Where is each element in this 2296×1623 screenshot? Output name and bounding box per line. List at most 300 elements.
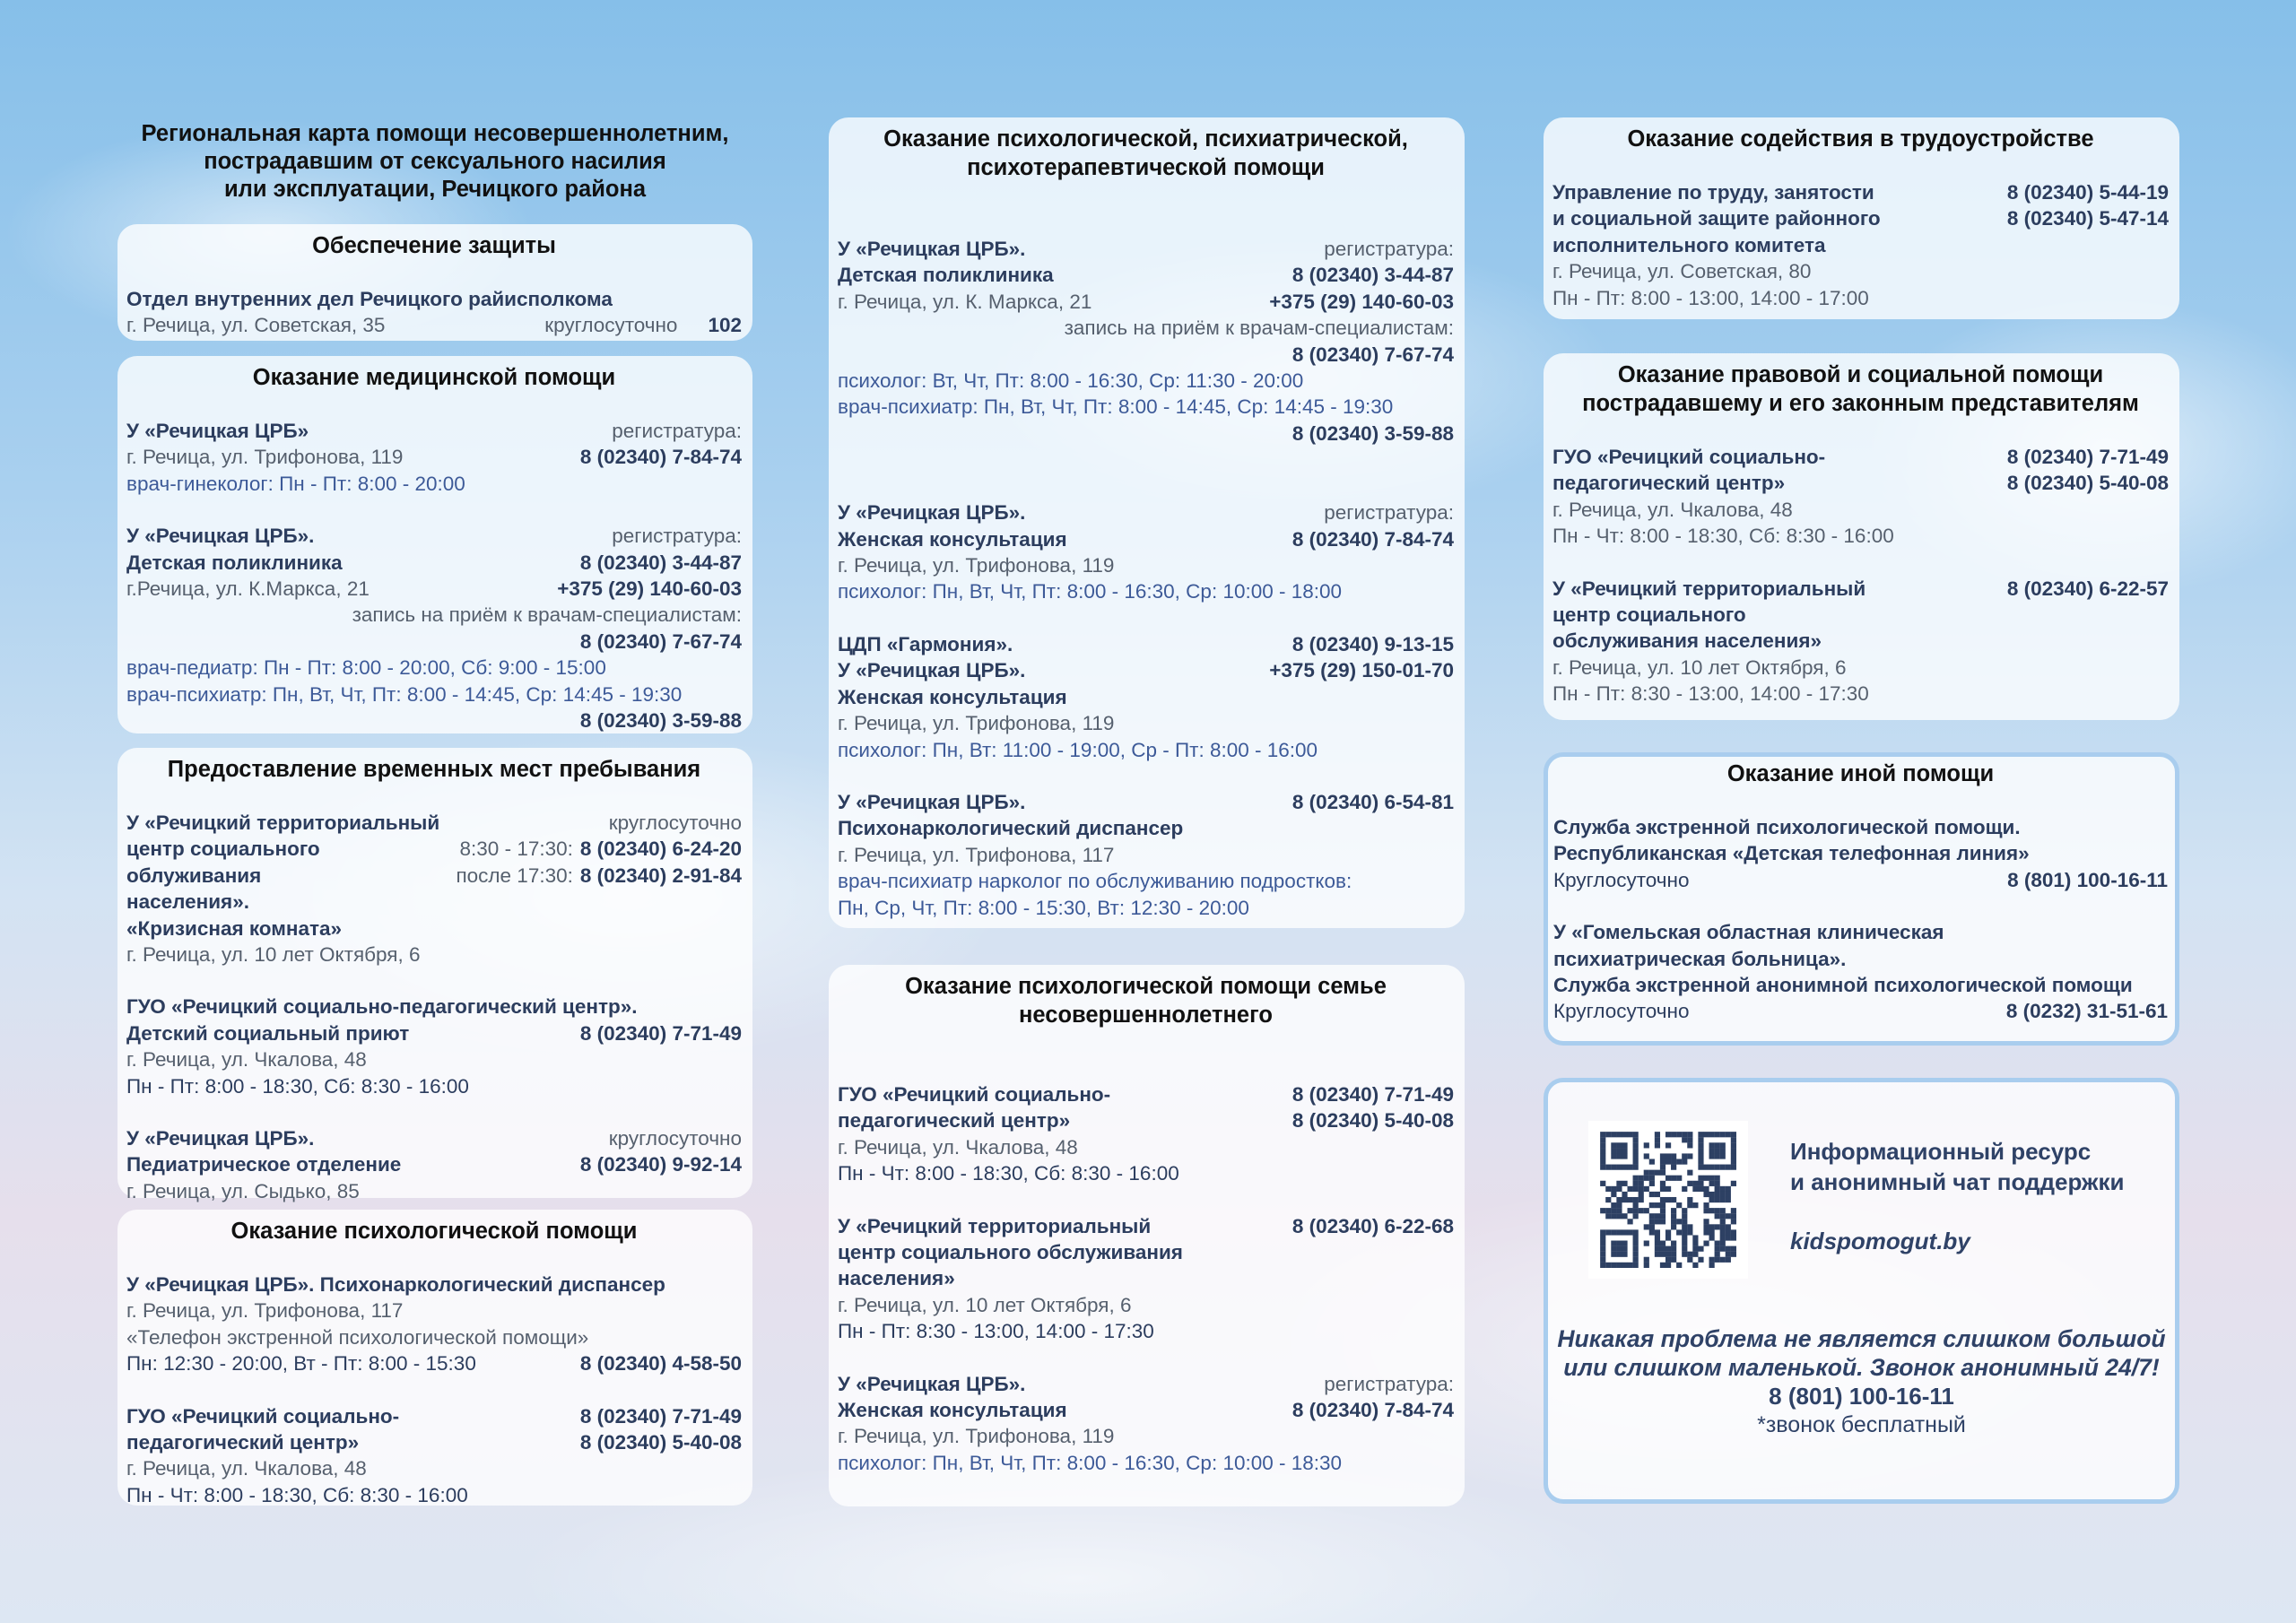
text-line <box>126 916 742 942</box>
text-line <box>838 1292 1454 1318</box>
line-text: Республиканская «Детская телефонная линия» <box>1553 842 2030 865</box>
line-right <box>580 1020 742 1046</box>
text-line <box>126 1482 742 1508</box>
text-line <box>838 1107 1454 1133</box>
heading-line: Оказание психологической помощи семье <box>905 974 1387 999</box>
resource-line: Информационный ресурс <box>1790 1138 2092 1165</box>
text-line <box>126 1178 742 1204</box>
text-line <box>1553 867 2168 893</box>
line-text: ГУО «Речицкий социально-педагогический центр». <box>126 995 638 1019</box>
line-text: г. Речица, ул. Трифонова, 119 <box>838 1425 1115 1448</box>
text-line <box>838 1318 1454 1344</box>
text-line <box>838 631 1454 657</box>
line-text: г. Речица, ул. Трифонова, 117 <box>838 843 1115 866</box>
text-line <box>838 1081 1454 1107</box>
text-line <box>126 312 742 338</box>
section-heading <box>1552 360 2169 418</box>
line-right <box>1292 1107 1454 1133</box>
line-text: г. Речица, ул. Чкалова, 48 <box>1552 498 1793 521</box>
contact-entry <box>838 1371 1454 1477</box>
line-right <box>460 836 742 862</box>
contact-entry <box>838 236 1454 447</box>
text-line <box>126 602 742 628</box>
contact-entry <box>1552 576 2169 707</box>
line-text: ГУО «Речицкий социально- <box>838 1083 1111 1106</box>
line-text: центр социального обслуживания <box>838 1241 1183 1264</box>
text-line <box>1552 576 2169 602</box>
line-right <box>557 576 742 602</box>
phone-number: 8 (02340) 9-13-15 <box>1292 632 1454 655</box>
heading-line: Оказание медицинской помощи <box>252 365 616 390</box>
heading-line: несовершеннолетнего <box>1019 1002 1273 1028</box>
text-line <box>838 578 1454 604</box>
contact-entry <box>126 1403 742 1509</box>
contact-entry <box>838 631 1454 763</box>
page-title <box>117 120 752 204</box>
phone-number: 8 (02340) 7-84-74 <box>1292 527 1454 551</box>
line-right <box>2007 444 2169 470</box>
line-text: Пн: 12:30 - 20:00, Вт - Пт: 8:00 - 15:30 <box>126 1352 476 1376</box>
line-note: 8:30 - 17:30: <box>459 838 573 861</box>
text-line <box>1552 655 2169 681</box>
text-line <box>1552 497 2169 523</box>
text-line <box>1552 444 2169 470</box>
text-line <box>1552 523 2169 549</box>
line-text: психолог: Пн, Вт, Чт, Пт: 8:00 - 16:30, Ср: 10:00 - 18:30 <box>838 1451 1343 1474</box>
text-line <box>838 394 1454 420</box>
heading-line: Оказание психологической помощи <box>230 1219 638 1244</box>
text-line <box>838 1371 1454 1397</box>
text-line <box>1553 998 2168 1024</box>
text-line <box>1552 285 2169 311</box>
section-heading <box>126 363 742 392</box>
box-family-help <box>829 965 1465 1506</box>
contact-entry <box>126 994 742 1099</box>
line-right <box>2007 576 2169 602</box>
contact-entry <box>126 523 742 733</box>
line-right <box>2007 205 2169 231</box>
line-right <box>2007 867 2168 893</box>
line-text: Пн - Пт: 8:00 - 18:30, Сб: 8:30 - 16:00 <box>126 1074 469 1098</box>
heading-line: Оказание содействия в трудоустройстве <box>1627 126 2094 152</box>
text-line <box>1553 814 2168 840</box>
phone-number: 8 (02340) 5-47-14 <box>2006 207 2169 230</box>
text-line <box>838 342 1454 368</box>
text-line <box>838 1134 1454 1160</box>
phone-number: 8 (02340) 7-67-74 <box>1292 343 1454 366</box>
line-text: психолог: Пн, Вт, Чт, Пт: 8:00 - 16:30, Ср: 10:00 - 18:00 <box>838 580 1343 603</box>
phone-number: 8 (02340) 5-44-19 <box>2006 181 2169 204</box>
line-text: г. Речица, ул. Трифонова, 119 <box>838 554 1115 577</box>
heading-line: Оказание психологической, психиатрической, <box>883 126 1408 152</box>
line-right <box>580 1151 742 1177</box>
line-right <box>580 707 742 733</box>
phone-number: 8 (02340) 7-84-74 <box>1292 1399 1454 1422</box>
line-note: после 17:30: <box>456 864 573 887</box>
section-heading <box>126 755 742 784</box>
text-line <box>838 657 1454 683</box>
line-right <box>580 550 742 576</box>
phone-number: 8 (02340) 6-22-57 <box>2006 577 2169 600</box>
line-text: Служба экстренной психологической помощи. <box>1553 816 2021 838</box>
line-right <box>1324 499 1454 525</box>
line-text: У «Речицкая ЦРБ». <box>838 501 1026 525</box>
line-text: психолог: Пн, Вт: 11:00 - 19:00, Ср - Пт: 8:00 - 16:00 <box>838 738 1318 761</box>
text-line <box>838 368 1454 394</box>
heading-line: Оказание иной помощи <box>1726 761 1995 786</box>
text-line <box>126 286 742 312</box>
phone-number: 8 (02340) 3-59-88 <box>1292 421 1454 445</box>
contact-entry <box>1552 444 2169 550</box>
line-right <box>612 523 742 549</box>
heading-line: Обеспечение защиты <box>312 233 556 258</box>
line-text: г. Речица, ул. 10 лет Октября, 6 <box>1552 655 1847 679</box>
line-right <box>1292 1081 1454 1107</box>
text-line <box>126 681 742 707</box>
text-line <box>1553 946 2168 972</box>
line-text: г.Речица, ул. К.Маркса, 21 <box>126 577 370 601</box>
line-text: Детская поликлиника <box>126 551 343 574</box>
line-text: Круглосуточно <box>1553 1000 1690 1023</box>
text-line <box>126 444 742 470</box>
line-right <box>1292 526 1454 552</box>
line-text: У «Речицкая ЦРБ». <box>838 1372 1026 1395</box>
line-note: запись на приём к врачам-специалистам: <box>352 603 742 627</box>
line-text: и социальной защите районного <box>1552 207 1881 230</box>
phone-number: 8 (02340) 7-67-74 <box>579 629 742 653</box>
line-text: У «Речицкий территориальный <box>1552 577 1866 600</box>
line-text: Круглосуточно <box>1553 868 1690 891</box>
text-line <box>838 868 1454 894</box>
text-line <box>838 789 1454 815</box>
line-text: врач-педиатр: Пн - Пт: 8:00 - 20:00, Сб: 9:00 - 15:00 <box>126 656 606 680</box>
text-line <box>126 1429 742 1455</box>
line-text: Пн - Пт: 8:00 - 13:00, 14:00 - 17:00 <box>1552 286 1869 309</box>
phone-number: 8 (02340) 7-71-49 <box>1292 1083 1454 1106</box>
text-line <box>838 315 1454 341</box>
line-text: Отдел внутренних дел Речицкого райисполкома <box>126 288 613 310</box>
line-right <box>580 1350 742 1376</box>
resource-url: kidspomogut.by <box>1790 1228 1970 1254</box>
heading-line: Предоставление временных мест пребывания <box>167 757 701 782</box>
text-line <box>126 810 742 836</box>
line-text: педагогический центр» <box>1552 472 1786 495</box>
section-heading <box>126 1217 742 1245</box>
text-line <box>838 710 1454 736</box>
text-line <box>838 1265 1454 1291</box>
line-text: облуживания <box>126 864 262 887</box>
contact-entry <box>838 1081 1454 1187</box>
line-right <box>1269 657 1454 683</box>
text-line <box>1552 179 2169 205</box>
tagline-block <box>1548 1324 2175 1439</box>
text-line <box>126 1455 742 1481</box>
line-text: г. Речица, ул. 10 лет Октября, 6 <box>838 1293 1132 1316</box>
text-line <box>838 684 1454 710</box>
text-line <box>126 523 742 549</box>
text-line <box>126 1151 742 1177</box>
text-line <box>1552 681 2169 707</box>
text-line <box>126 576 742 602</box>
line-text: Женская консультация <box>838 1399 1067 1422</box>
text-line <box>838 262 1454 288</box>
tagline-line: или слишком маленькой. Звонок анонимный 24/7! <box>1563 1354 2160 1381</box>
resource-description <box>1790 1136 2124 1197</box>
line-text: Педиатрическое отделение <box>126 1153 402 1176</box>
line-right <box>1324 1371 1454 1397</box>
line-note: регистратура: <box>1324 238 1454 260</box>
text-line <box>126 836 742 862</box>
text-line <box>838 737 1454 763</box>
line-text: педагогический центр» <box>126 1431 360 1454</box>
line-text: «Телефон экстренной психологической помощи» <box>126 1325 589 1349</box>
text-line <box>126 889 742 915</box>
line-right <box>352 602 742 628</box>
section-heading <box>838 972 1454 1029</box>
phone-number: 102 <box>708 314 742 337</box>
line-text: г. Речица, ул. Чкалова, 48 <box>838 1135 1078 1159</box>
text-line <box>1552 205 2169 231</box>
line-text: г. Речица, ул. Трифонова, 117 <box>126 1299 404 1323</box>
line-text: педагогический центр» <box>838 1109 1071 1133</box>
tagline-line: Никакая проблема не является слишком большой <box>1557 1325 2166 1352</box>
text-line <box>126 1073 742 1099</box>
phone-number: 8 (02340) 7-71-49 <box>579 1021 742 1045</box>
line-text: Женская консультация <box>838 685 1067 708</box>
line-text: Управление по труду, занятости <box>1552 181 1874 204</box>
text-line <box>126 550 742 576</box>
text-line <box>838 236 1454 262</box>
text-line <box>1552 258 2169 284</box>
phone-number: 8 (02340) 7-84-74 <box>579 446 742 469</box>
text-line <box>838 1160 1454 1186</box>
info-resource-box <box>1544 1078 2179 1504</box>
text-line <box>126 1125 742 1151</box>
line-note: регистратура: <box>1324 501 1454 525</box>
section-heading <box>1553 759 2168 788</box>
text-line <box>1553 919 2168 945</box>
text-line <box>1553 840 2168 866</box>
line-right <box>2007 470 2169 496</box>
line-text: психиатрическая больница». <box>1553 947 1847 970</box>
contact-entry <box>1553 814 2168 893</box>
contact-entry <box>126 1271 742 1377</box>
line-right <box>1065 315 1454 341</box>
text-line <box>126 1350 742 1376</box>
line-right <box>580 1403 742 1429</box>
contact-entry <box>838 1213 1454 1345</box>
line-text: г. Речица, ул. Трифонова, 119 <box>838 712 1115 735</box>
text-line <box>1552 470 2169 496</box>
box-employment <box>1544 117 2179 319</box>
text-line <box>838 289 1454 315</box>
text-line <box>126 418 742 444</box>
line-right <box>612 418 742 444</box>
text-line <box>126 863 742 889</box>
line-right <box>580 629 742 655</box>
line-right <box>544 312 742 338</box>
heading-line: пострадавшему и его законным представителям <box>1582 391 2139 416</box>
line-text: г. Речица, ул. Трифонова, 119 <box>126 446 404 469</box>
line-text: врач-психиатр нарколог по обслуживанию подростков: <box>838 870 1352 893</box>
box-protection <box>117 224 752 341</box>
title-line: пострадавшим от сексуального насилия <box>204 149 666 174</box>
phone-number: 8 (0232) 31-51-61 <box>2005 1000 2168 1023</box>
section-heading <box>1552 125 2169 153</box>
line-text: Пн - Пт: 8:30 - 13:00, 14:00 - 17:30 <box>838 1320 1154 1343</box>
free-call-note: *звонок бесплатный <box>1757 1412 1966 1437</box>
hotline-phone: 8 (801) 100-16-11 <box>1769 1383 1954 1410</box>
phone-number: 8 (02340) 5-40-08 <box>1292 1109 1454 1133</box>
contact-entry <box>126 810 742 968</box>
line-text: центр социального <box>1552 603 1746 627</box>
line-text: У «Речицкая ЦРБ». <box>126 525 315 548</box>
phone-number: 8 (02340) 9-92-14 <box>579 1153 742 1176</box>
line-right <box>2006 998 2168 1024</box>
line-note: круглосуточно <box>544 314 678 337</box>
line-text: ГУО «Речицкий социально- <box>1552 446 1826 468</box>
line-right <box>456 863 742 889</box>
text-line <box>1552 628 2169 654</box>
phone-number: +375 (29) 140-60-03 <box>1269 290 1454 313</box>
text-line <box>1552 602 2169 628</box>
line-right <box>1292 262 1454 288</box>
text-line <box>126 707 742 733</box>
line-text: г. Речица, ул. К. Маркса, 21 <box>838 290 1092 313</box>
line-text: исполнительного комитета <box>1552 233 1826 256</box>
line-text: Детский социальный приют <box>126 1021 410 1045</box>
box-psychiatric-help <box>829 117 1465 928</box>
phone-number: 8 (02340) 7-71-49 <box>2006 446 2169 468</box>
phone-number: 8 (02340) 3-44-87 <box>1292 264 1454 287</box>
text-line <box>126 1271 742 1298</box>
contact-entry <box>838 789 1454 921</box>
line-text: Психонаркологический диспансер <box>838 817 1184 840</box>
title-line: или эксплуатации, Речицкого района <box>223 177 647 202</box>
box-legal-social-help <box>1544 353 2179 720</box>
phone-number: 8 (02340) 6-22-68 <box>1292 1214 1454 1237</box>
phone-number: 8 (02340) 6-54-81 <box>1292 790 1454 813</box>
text-line <box>838 895 1454 921</box>
line-text: У «Гомельская областная клиническая <box>1553 921 1944 944</box>
line-text: Пн - Чт: 8:00 - 18:30, Сб: 8:30 - 16:00 <box>838 1162 1179 1185</box>
line-text: У «Речицкая ЦРБ». <box>126 1127 315 1150</box>
line-text: психолог: Вт, Чт, Пт: 8:00 - 16:30, Ср: 11:30 - 20:00 <box>838 369 1304 393</box>
contact-entry <box>126 1125 742 1204</box>
line-note: регистратура: <box>612 525 742 548</box>
line-right <box>609 810 742 836</box>
line-text: центр социального <box>126 838 320 861</box>
line-text: Пн, Ср, Чт, Пт: 8:00 - 15:30, Вт: 12:30 - 20:00 <box>838 896 1249 919</box>
line-text: ЦДП «Гармония». <box>838 632 1013 655</box>
line-text: обслуживания населения» <box>1552 629 1822 653</box>
text-line <box>838 1213 1454 1239</box>
contact-entry <box>126 418 742 497</box>
heading-line: Оказание правовой и социальной помощи <box>1617 362 2104 387</box>
text-line <box>126 1403 742 1429</box>
line-right <box>1292 1397 1454 1423</box>
line-right <box>1292 421 1454 447</box>
line-text: г. Речица, ул. Советская, 35 <box>126 314 386 337</box>
text-line <box>838 552 1454 578</box>
phone-number: 8 (02340) 2-91-84 <box>579 864 742 887</box>
line-text: ГУО «Речицкий социально- <box>126 1404 400 1428</box>
text-line <box>126 655 742 681</box>
line-note: круглосуточно <box>608 812 742 834</box>
contact-entry <box>1553 919 2168 1025</box>
phone-number: +375 (29) 150-01-70 <box>1269 659 1454 682</box>
text-line <box>838 1450 1454 1476</box>
line-text: г. Речица, ул. Сыдько, 85 <box>126 1179 360 1202</box>
text-line <box>126 1020 742 1046</box>
heading-line: психотерапевтической помощи <box>967 155 1325 180</box>
line-text: г. Речица, ул. 10 лет Октября, 6 <box>126 943 421 967</box>
line-text: У «Речицкий территориальный <box>838 1214 1152 1237</box>
line-note: круглосуточно <box>608 1127 742 1150</box>
line-text: населения». <box>126 890 249 914</box>
line-text: У «Речицкая ЦРБ». <box>838 659 1026 682</box>
line-text: врач-психиатр: Пн, Вт, Чт, Пт: 8:00 - 14:45, Ср: 14:45 - 19:30 <box>838 395 1394 419</box>
text-line <box>126 942 742 968</box>
box-psychological-help <box>117 1210 752 1506</box>
resource-line: и анонимный чат поддержки <box>1790 1168 2125 1195</box>
line-right <box>580 1429 742 1455</box>
contact-entry <box>1552 179 2169 311</box>
line-text: Пн - Пт: 8:30 - 13:00, 14:00 - 17:30 <box>1552 682 1869 706</box>
section-heading <box>126 231 742 260</box>
text-line <box>1553 972 2168 998</box>
text-line <box>126 1324 742 1350</box>
line-right <box>609 1125 742 1151</box>
line-text: Детская поликлиника <box>838 264 1054 287</box>
phone-number: 8 (02340) 6-24-20 <box>579 838 742 861</box>
line-right <box>1292 342 1454 368</box>
contact-entry <box>126 286 742 339</box>
phone-number: 8 (02340) 4-58-50 <box>579 1352 742 1376</box>
line-text: У «Речицкая ЦРБ». Психонаркологический диспансер <box>126 1273 665 1296</box>
line-right <box>1324 236 1454 262</box>
text-line <box>126 1298 742 1324</box>
line-text: У «Речицкая ЦРБ». <box>838 790 1026 813</box>
box-temporary-stay <box>117 748 752 1202</box>
line-right <box>1269 289 1454 315</box>
box-medical-help <box>117 356 752 733</box>
phone-number: 8 (02340) 7-71-49 <box>579 1404 742 1428</box>
text-line <box>838 842 1454 868</box>
text-line <box>838 1423 1454 1449</box>
line-note: регистратура: <box>612 420 742 442</box>
line-text: У «Речицкая ЦРБ». <box>838 238 1026 260</box>
text-line <box>838 499 1454 525</box>
line-note: запись на приём к врачам-специалистам: <box>1064 317 1454 340</box>
line-text: Служба экстренной анонимной психологической помощи <box>1553 974 2133 997</box>
line-text: «Кризисная комната» <box>126 916 343 940</box>
line-right <box>1292 631 1454 657</box>
line-text: Пн - Чт: 8:00 - 18:30, Сб: 8:30 - 16:00 <box>126 1483 468 1506</box>
box-other-help <box>1544 752 2179 1046</box>
phone-number: 8 (02340) 3-44-87 <box>579 551 742 574</box>
title-line: Региональная карта помощи несовершеннолетним, <box>141 121 729 146</box>
text-line <box>838 421 1454 447</box>
text-line <box>126 629 742 655</box>
line-text: У «Речицкий территориальный <box>126 812 440 834</box>
line-text: г. Речица, ул. Чкалова, 48 <box>126 1457 367 1480</box>
line-right <box>580 444 742 470</box>
text-line <box>838 1397 1454 1423</box>
phone-number: 8 (02340) 5-40-08 <box>2006 472 2169 495</box>
text-line <box>126 471 742 497</box>
line-text: врач-гинеколог: Пн - Пт: 8:00 - 20:00 <box>126 472 465 495</box>
